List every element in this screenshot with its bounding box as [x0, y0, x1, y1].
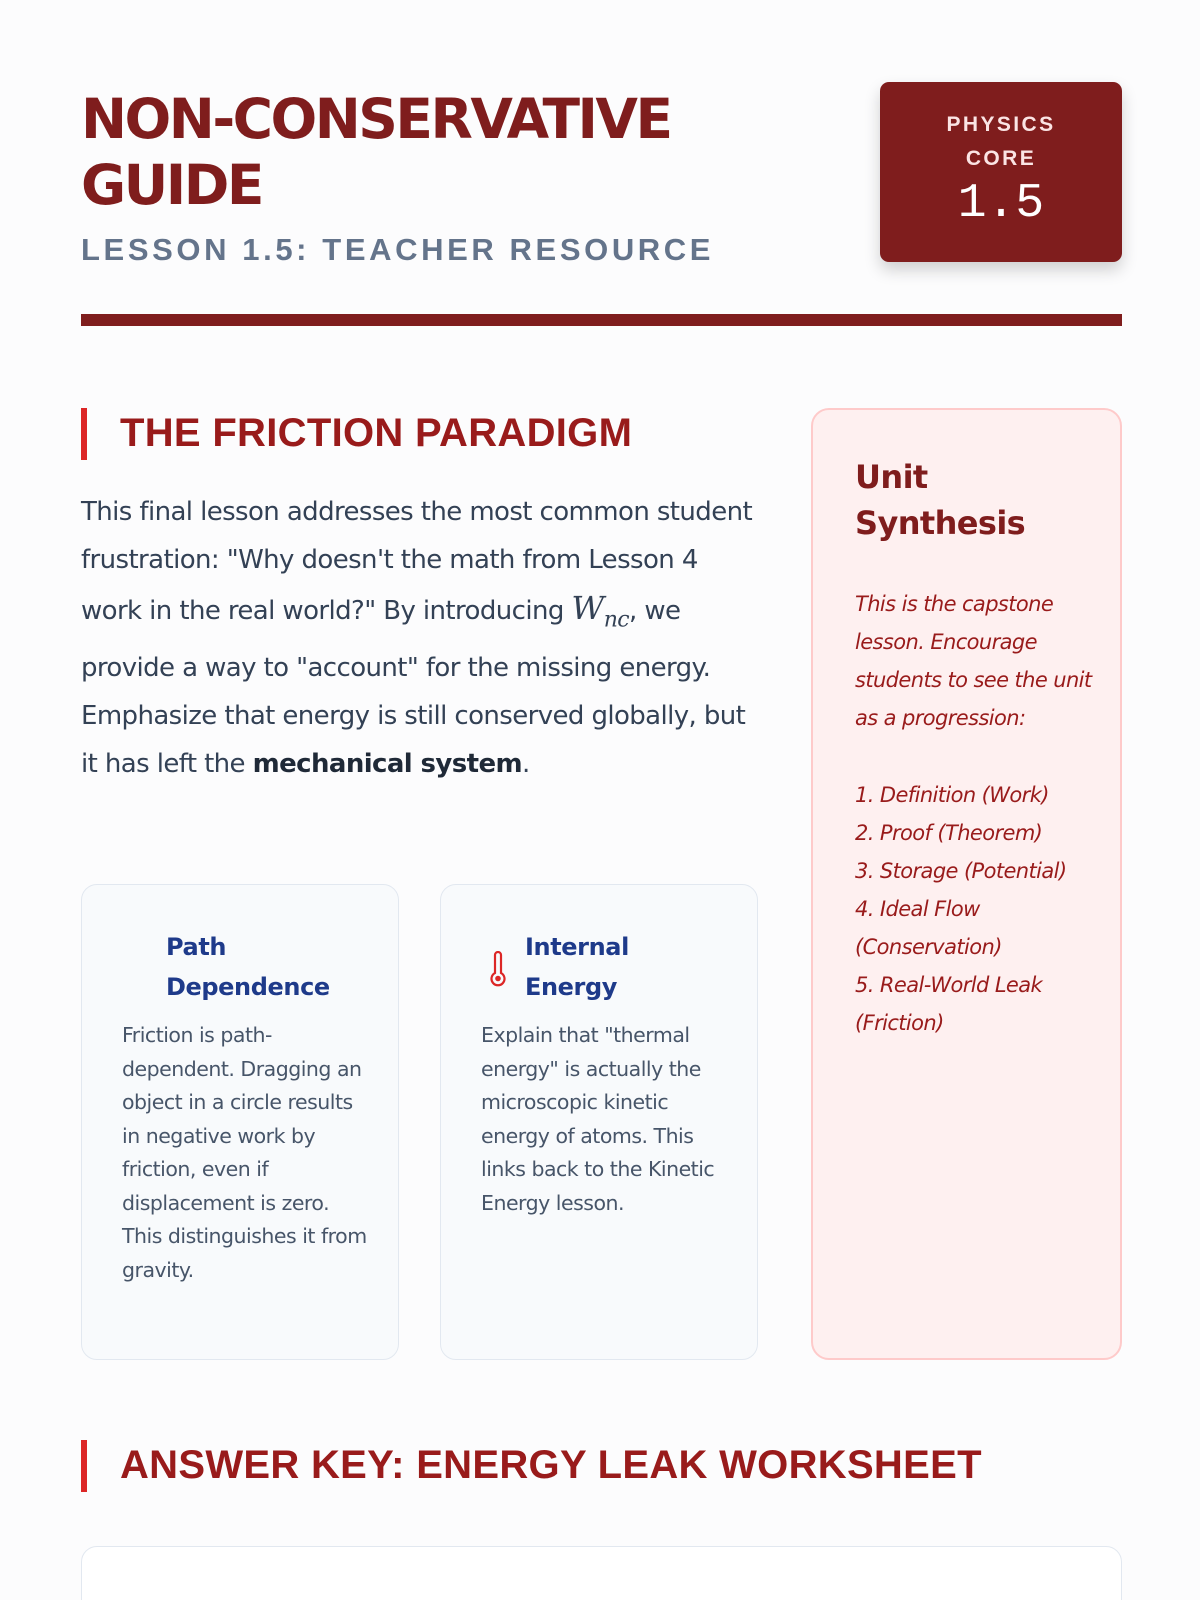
list-item: 3. Storage (Potential) — [855, 859, 1067, 883]
list-item: 1. Definition (Work) — [855, 783, 1049, 807]
unit-synthesis-sidebar — [811, 408, 1122, 1360]
intro-emphasis: mechanical system — [252, 749, 523, 780]
page-subtitle: LESSON 1.5: TEACHER RESOURCE — [81, 232, 715, 267]
badge-number: 1.5 — [957, 177, 1045, 231]
progression-list — [855, 776, 1095, 1042]
math-subscript: nc — [603, 607, 629, 633]
card-title: Internal Energy — [525, 933, 629, 1001]
section-heading-answer-key: ANSWER KEY: ENERGY LEAK WORKSHEET — [81, 1440, 982, 1492]
list-item: 4. Ideal Flow (Conservation) — [855, 897, 1002, 959]
math-base: W — [571, 589, 604, 627]
intro-text-1: This final lesson addresses the most common student frustration: "Why doesn't the math from Lesson 4 work in the real world?" By introducing — [81, 497, 753, 626]
page-title: NON-CONSERVATIVE GUIDE — [81, 87, 671, 217]
page — [81, 0, 1122, 1600]
card-internal-energy — [440, 884, 758, 1360]
page-header — [81, 82, 1122, 282]
intro-text-3: . — [522, 749, 530, 780]
math-wnc — [571, 589, 629, 633]
thermometer-icon — [489, 951, 507, 987]
badge-label: PHYSICS CORE — [946, 113, 1056, 170]
sidebar-title: Unit Synthesis — [855, 458, 1026, 542]
card-body: Friction is path-dependent. Dragging an object in a circle results in negative work by friction, even if displacement is zero. This distinguishes it from gravity. — [122, 1023, 367, 1282]
card-path-dependence — [81, 884, 399, 1360]
intro-text-2: , we provide a way to "account" for the missing energy. Emphasize that energy is still conserved globally, but it has left the — [81, 596, 746, 780]
section-heading-friction: THE FRICTION PARADIGM — [81, 408, 632, 460]
intro-paragraph — [81, 488, 761, 788]
lesson-badge — [880, 82, 1122, 262]
header-divider — [81, 314, 1122, 326]
card-title: Path Dependence — [166, 933, 330, 1001]
answer-key-panel — [81, 1546, 1122, 1600]
list-item: 2. Proof (Theorem) — [855, 821, 1043, 845]
card-body: Explain that "thermal energy" is actually the microscopic kinetic energy of atoms. This links back to the Kinetic Energy lesson. — [481, 1023, 715, 1215]
list-item: 5. Real-World Leak (Friction) — [855, 973, 1043, 1035]
sidebar-text: This is the capstone lesson. Encourage students to see the unit as a progression: — [855, 592, 1092, 730]
